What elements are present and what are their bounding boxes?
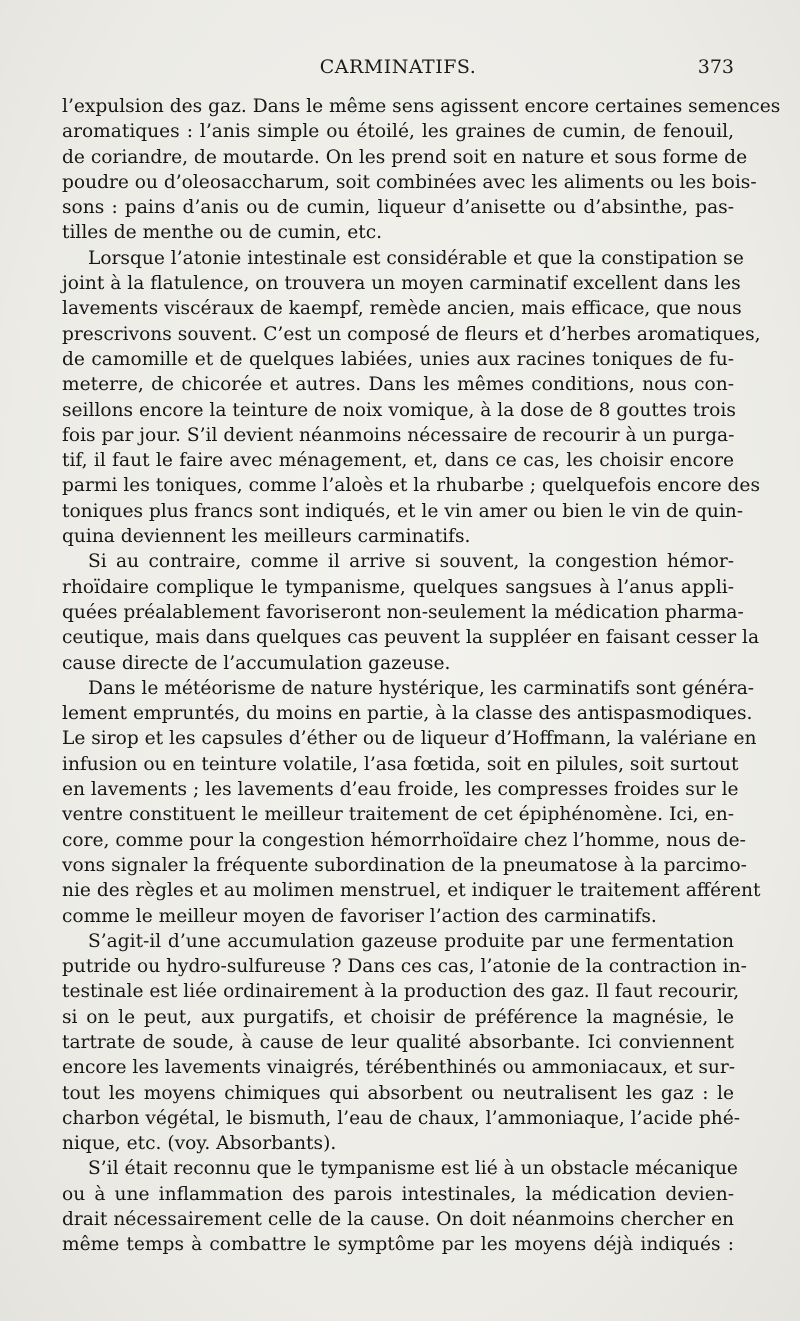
text-line: tif, il faut le faire avec ménagement, et, dans ce cas, les choisir encore — [62, 450, 734, 472]
text-line: l’expulsion des gaz. Dans le même sens agissent encore certaines semences — [62, 96, 781, 117]
text-line: poudre ou d’oleosaccharum, soit combinées avec les aliments ou les bois- — [62, 171, 757, 193]
text-line: rhoïdaire complique le tympanisme, quelques sangsues à l’anus appli- — [62, 576, 734, 598]
text-line: Le sirop et les capsules d’éther ou de liqueur d’Hoffmann, la valériane en — [62, 728, 757, 750]
text-line: encore les lavements vinaigrés, térébenthinés ou ammoniacaux, et sur- — [62, 1057, 736, 1079]
text-line: Lorsque l’atonie intestinale est considérable et que la constipation se — [88, 247, 744, 269]
text-line: quées préalablement favoriseront non-seulement la médication pharma- — [62, 601, 744, 623]
text-line: tout les moyens chimiques qui absorbent ou neutralisent les gaz : le — [62, 1082, 734, 1104]
page-header — [62, 56, 734, 86]
text-line: si on le peut, aux purgatifs, et choisir de préférence la magnésie, le — [62, 1006, 734, 1028]
text-line: cause directe de l’accumulation gazeuse. — [62, 652, 451, 674]
text-line: lement empruntés, du moins en partie, à la classe des antispasmodiques. — [62, 703, 753, 725]
text-line: meterre, de chicorée et autres. Dans les mêmes conditions, nous con- — [62, 374, 734, 396]
text-line: toniques plus francs sont indiqués, et le vin amer ou bien le vin de quin- — [62, 500, 744, 522]
text-line: de camomille et de quelques labiées, unies aux racines toniques de fu- — [62, 348, 734, 370]
text-line: parmi les toniques, comme l’aloès et la rhubarbe ; quelquefois encore des — [62, 475, 760, 497]
text-line: de coriandre, de moutarde. On les prend soit en nature et sous forme de — [62, 146, 748, 168]
text-line: même temps à combattre le symptôme par les moyens déjà indiqués : — [62, 1234, 734, 1256]
text-line: tartrate de soude, à cause de leur qualité absorbante. Ici conviennent — [62, 1031, 734, 1053]
text-line: ou à une inflammation des parois intestinales, la médication devien- — [62, 1183, 734, 1205]
text-line: sons : pains d’anis ou de cumin, liqueur d’anisette ou d’absinthe, pas- — [62, 197, 734, 219]
page-number: 373 — [697, 56, 734, 78]
text-line: core, comme pour la congestion hémorrhoïdaire chez l’homme, nous de- — [62, 829, 746, 851]
text-line: en lavements ; les lavements d’eau froide, les compresses froides sur le — [62, 779, 739, 801]
text-line: S’agit-il d’une accumulation gazeuse produite par une fermentation — [88, 930, 734, 952]
text-line: vons signaler la fréquente subordination de la pneumatose à la parcimo- — [62, 854, 747, 876]
text-line: quina deviennent les meilleurs carminatifs. — [62, 526, 471, 548]
text-line: comme le meilleur moyen de favoriser l’action des carminatifs. — [62, 905, 657, 927]
text-line: putride ou hydro-sulfureuse ? Dans ces cas, l’atonie de la contraction in- — [62, 956, 747, 978]
text-line: Si au contraire, comme il arrive si souvent, la congestion hémor- — [88, 551, 734, 573]
text-line: nique, etc. (voy. Absorbants). — [62, 1133, 337, 1155]
text-line: seillons encore la teinture de noix vomique, à la dose de 8 gouttes trois — [62, 399, 736, 421]
text-line: aromatiques : l’anis simple ou étoilé, les graines de cumin, de fenouil, — [62, 121, 734, 143]
text-line: drait nécessairement celle de la cause. On doit néanmoins chercher en — [62, 1209, 734, 1231]
text-line: prescrivons souvent. C’est un composé de fleurs et d’herbes aromatiques, — [62, 323, 761, 345]
text-line: ceutique, mais dans quelques cas peuvent la suppléer en faisant cesser la — [62, 627, 760, 649]
body-text — [62, 94, 781, 1258]
text-line: tilles de menthe ou de cumin, etc. — [62, 222, 383, 244]
running-title: CARMINATIFS. — [319, 56, 477, 78]
text-line: ventre constituent le meilleur traitement de cet épiphénomène. Ici, en- — [62, 804, 734, 826]
text-line: joint à la flatulence, on trouvera un moyen carminatif excellent dans les — [62, 273, 741, 295]
text-line: lavements viscéraux de kaempf, remède ancien, mais efficace, que nous — [62, 298, 742, 320]
text-line: nie des règles et au molimen menstruel, et indiquer le traitement afférent — [62, 880, 761, 902]
text-line: infusion ou en teinture volatile, l’asa fœtida, soit en pilules, soit surtout — [62, 753, 739, 775]
text-line: S’il était reconnu que le tympanisme est lié à un obstacle mécanique — [88, 1158, 738, 1180]
text-line: fois par jour. S’il devient néanmoins nécessaire de recourir à un purga- — [62, 424, 735, 446]
text-line: Dans le météorisme de nature hystérique, les carminatifs sont généra- — [88, 677, 755, 699]
text-line: testinale est liée ordinairement à la production des gaz. Il faut recourir, — [62, 981, 740, 1003]
text-line: charbon végétal, le bismuth, l’eau de chaux, l’ammoniaque, l’acide phé- — [62, 1107, 741, 1129]
